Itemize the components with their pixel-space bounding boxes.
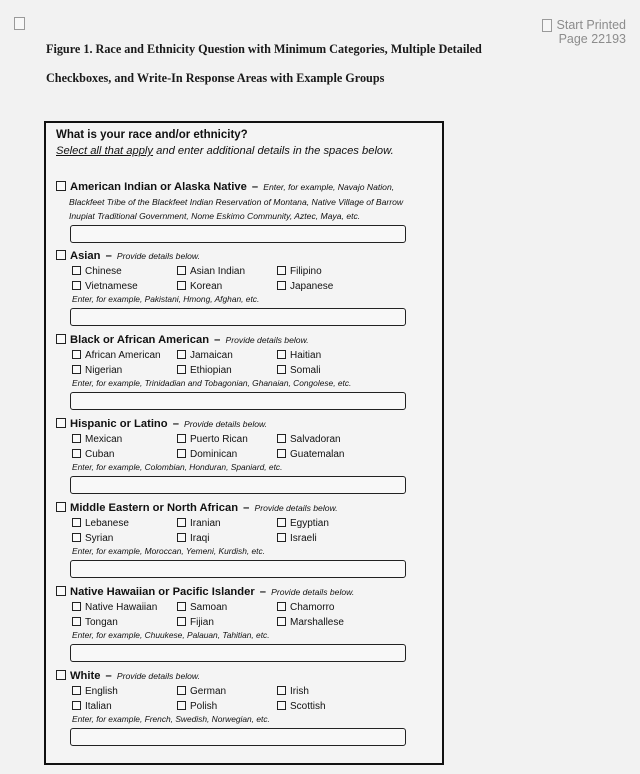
instruction-text: and enter additional details in the spaces below. [153, 145, 394, 157]
checkbox[interactable] [56, 250, 66, 260]
option[interactable]: Mexican [72, 432, 122, 447]
page-icon [542, 19, 552, 32]
checkbox[interactable] [56, 670, 66, 680]
section-example: Enter, for example, French, Swedish, Norwegian, etc. [72, 714, 270, 724]
option[interactable]: Salvadoran [277, 432, 341, 447]
option[interactable]: Native Hawaiian [72, 600, 157, 615]
option[interactable]: Iraqi [177, 531, 209, 546]
option[interactable]: Egyptian [277, 516, 329, 531]
section-nhpi: Native Hawaiian or Pacific Islander – Provide details below. Native Hawaiian Samoan Chamorro Tongan Fijian Marshallese Enter, for example, Chuukese, Palauan, Tahitian, etc. [56, 585, 406, 662]
option[interactable]: Israeli [277, 531, 317, 546]
checkbox[interactable] [56, 334, 66, 344]
write-in-field[interactable] [70, 560, 406, 578]
figure-title-line-2: Checkboxes, and Write-In Response Areas with Example Groups [46, 71, 385, 85]
write-in-field[interactable] [70, 728, 406, 746]
section-hint: Provide details below. [116, 251, 201, 261]
option[interactable]: German [177, 684, 226, 699]
section-mena: Middle Eastern or North African – Provide details below. Lebanese Iranian Egyptian Syrian Iraqi Israeli Enter, for example, Moroccan, Yemeni, Kurdish, etc. [56, 501, 406, 578]
option[interactable]: Italian [72, 699, 112, 714]
option-grid [72, 684, 406, 714]
option[interactable]: Tongan [72, 615, 118, 630]
section-hint: Provide details below. [184, 419, 268, 429]
option[interactable]: Chamorro [277, 600, 334, 615]
document-icon [14, 17, 25, 30]
option[interactable]: Japanese [277, 279, 333, 294]
option[interactable]: English [72, 684, 118, 699]
section-hint: Provide details below. [271, 587, 355, 597]
option[interactable]: Fijian [177, 615, 214, 630]
section-asian: Asian – Provide details below. Chinese Asian Indian Filipino Vietnamese Korean Japanese Enter, for example, Pakistani, Hmong, Afghan, etc. [56, 249, 406, 326]
section-name: Hispanic or Latino [70, 418, 168, 430]
write-in-field[interactable] [70, 476, 406, 494]
question-instruction [56, 145, 394, 157]
figure-title [46, 40, 566, 98]
section-example: Enter, for example, Pakistani, Hmong, Afghan, etc. [72, 294, 260, 304]
option[interactable]: Lebanese [72, 516, 129, 531]
write-in-field[interactable] [70, 392, 406, 410]
option[interactable]: Guatemalan [277, 447, 344, 462]
option[interactable]: Iranian [177, 516, 221, 531]
option[interactable]: Puerto Rican [177, 432, 248, 447]
section-name: Middle Eastern or North African [70, 502, 239, 514]
option[interactable]: Dominican [177, 447, 237, 462]
option[interactable]: African American [72, 348, 161, 363]
section-black: Black or African American – Provide details below. African American Jamaican Haitian Nigerian Ethiopian Somali Enter, for example, Trinidadian and Tobagonian, Ghanaian, Congolese, etc. [56, 333, 406, 410]
option[interactable]: Asian Indian [177, 264, 245, 279]
section-example: Enter, for example, Moroccan, Yemeni, Kurdish, etc. [72, 546, 266, 556]
checkbox[interactable] [56, 502, 66, 512]
write-in-field[interactable] [70, 308, 406, 326]
checkbox[interactable] [56, 181, 66, 191]
option-grid [72, 432, 406, 462]
section-hint: Provide details below. [225, 335, 309, 345]
option[interactable]: Ethiopian [177, 363, 232, 378]
option[interactable]: Cuban [72, 447, 114, 462]
section-hint: Provide details below. [116, 671, 201, 681]
option[interactable]: Somali [277, 363, 321, 378]
option[interactable]: Polish [177, 699, 217, 714]
checkbox[interactable] [56, 418, 66, 428]
section-aian: American Indian or Alaska Native – Enter, for example, Navajo Nation, Blackfeet Tribe of the Blackfeet Indian Reservation of Montana, Native Village of Barrow Inupiat Traditional Government, Nome Eskimo Community, Aztec, Maya, etc. [56, 180, 406, 243]
option[interactable]: Korean [177, 279, 222, 294]
section-white: White – Provide details below. English German Irish Italian Polish Scottish Enter, for example, French, Swedish, Norwegian, etc. [56, 669, 406, 746]
option-grid [72, 264, 406, 294]
option[interactable]: Irish [277, 684, 309, 699]
section-name: Asian [70, 250, 101, 262]
option[interactable]: Filipino [277, 264, 322, 279]
start-printed-label: Start Printed [556, 18, 626, 32]
section-name: Black or African American [70, 334, 210, 346]
section-name: American Indian or Alaska Native [70, 181, 247, 193]
option[interactable]: Chinese [72, 264, 122, 279]
option[interactable]: Scottish [277, 699, 326, 714]
section-hint: Provide details below. [254, 503, 338, 513]
question-title: What is your race and/or ethnicity? [56, 129, 248, 141]
section-example: Enter, for example, Colombian, Honduran, Spaniard, etc. [72, 462, 283, 472]
section-hispanic: Hispanic or Latino – Provide details below. Mexican Puerto Rican Salvadoran Cuban Dominican Guatemalan Enter, for example, Colombian, Honduran, Spaniard, etc. [56, 417, 406, 494]
option[interactable]: Syrian [72, 531, 113, 546]
instruction-underlined: Select all that apply [56, 145, 154, 157]
option[interactable]: Jamaican [177, 348, 233, 363]
option[interactable]: Vietnamese [72, 279, 138, 294]
section-hint: Enter, for example, Navajo Nation, [263, 182, 395, 192]
section-example: Enter, for example, Chuukese, Palauan, Tahitian, etc. [72, 630, 270, 640]
section-name: White [70, 670, 101, 682]
section-name: Native Hawaiian or Pacific Islander [70, 586, 255, 598]
option[interactable]: Haitian [277, 348, 321, 363]
option-grid [72, 600, 406, 630]
write-in-field[interactable] [70, 225, 406, 243]
option[interactable]: Nigerian [72, 363, 122, 378]
write-in-field[interactable] [70, 644, 406, 662]
option-grid [72, 348, 406, 378]
option-grid [72, 516, 406, 546]
section-example: Enter, for example, Trinidadian and Tobagonian, Ghanaian, Congolese, etc. [72, 378, 352, 388]
page-number: Page 22193 [558, 32, 626, 46]
race-ethnicity-form [44, 121, 444, 765]
option[interactable]: Marshallese [277, 615, 344, 630]
option[interactable]: Samoan [177, 600, 227, 615]
section-extra: Blackfeet Tribe of the Blackfeet Indian Reservation of Montana, Native Village of Barrow Inupiat Traditional Government, Nome Eskimo Community, Aztec, Maya, etc. [69, 197, 404, 221]
figure-title-line-1: Figure 1. Race and Ethnicity Question with Minimum Categories, Multiple Detailed [46, 42, 482, 56]
checkbox[interactable] [56, 586, 66, 596]
